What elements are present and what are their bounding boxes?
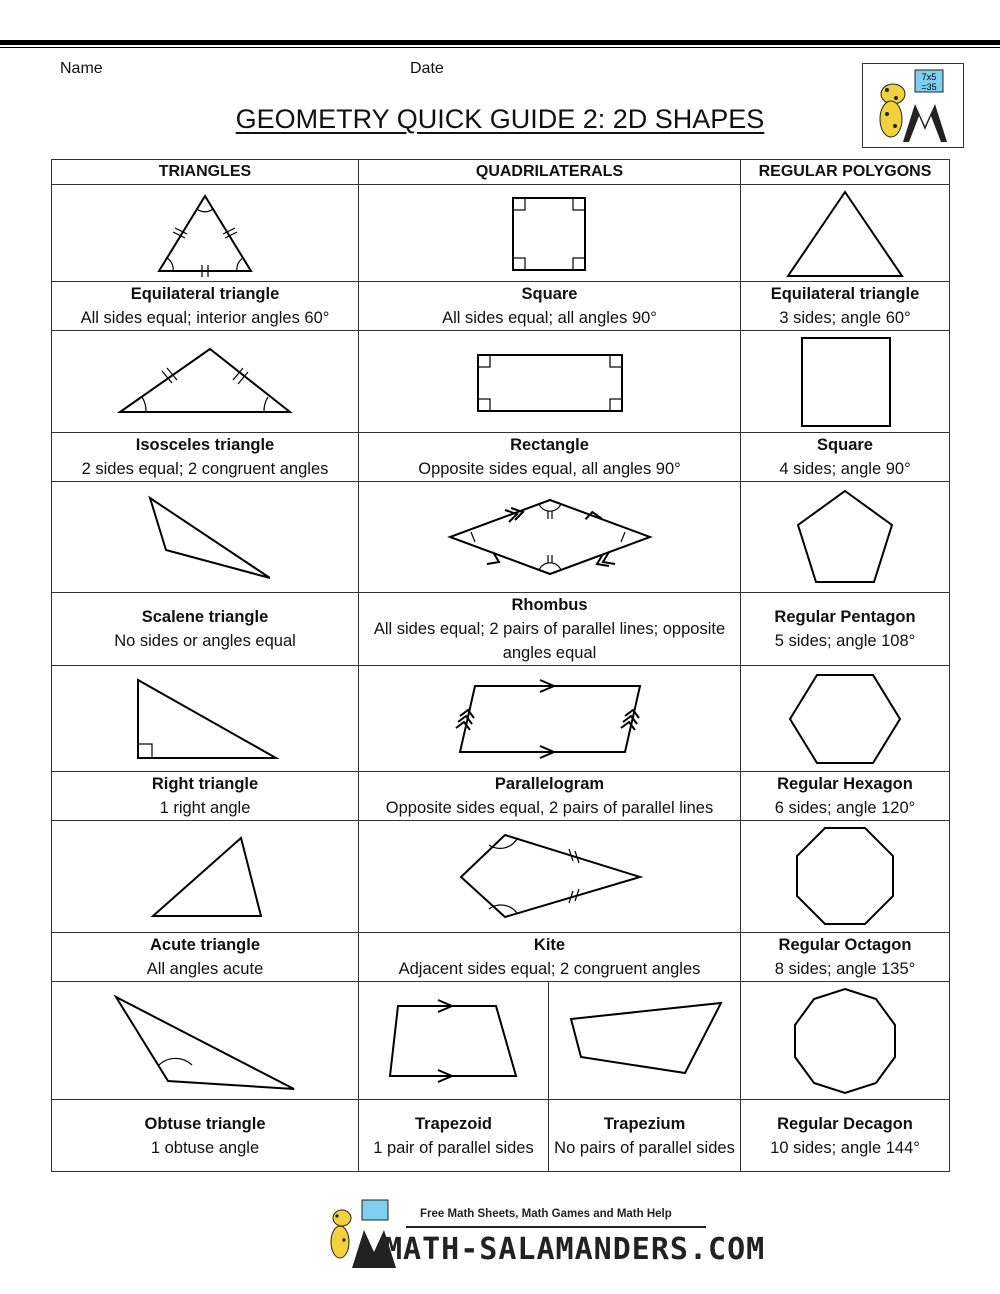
shape-obtuse-triangle [52, 982, 359, 1100]
label-obtuse-triangle: Obtuse triangle 1 obtuse angle [52, 1100, 359, 1172]
shape-rhombus [359, 482, 741, 593]
shape-regular-square [741, 331, 950, 433]
shape-square [359, 185, 741, 282]
shape-regular-octagon [741, 821, 950, 933]
shape-kite [359, 821, 741, 933]
logo-text-bottom: =35 [921, 82, 937, 92]
header-triangles: TRIANGLES [52, 160, 359, 185]
shape-regular-hexagon [741, 666, 950, 772]
top-rule-thin [0, 47, 1000, 48]
top-rule [0, 40, 1000, 45]
shape-regular-pentagon [741, 482, 950, 593]
shape-trapezoid [359, 982, 549, 1100]
label-regular-square: Square 4 sides; angle 90° [741, 433, 950, 482]
name-label: Name [60, 60, 103, 77]
label-trapezoid: Trapezoid 1 pair of parallel sides [359, 1100, 549, 1172]
shapes-table [51, 159, 950, 1172]
shape-rectangle [359, 331, 741, 433]
page-title: GEOMETRY QUICK GUIDE 2: 2D SHAPES [235, 104, 765, 134]
label-regular-octagon: Regular Octagon 8 sides; angle 135° [741, 933, 950, 982]
label-scalene-triangle: Scalene triangle No sides or angles equal [52, 593, 359, 666]
shape-equilateral-triangle [52, 185, 359, 282]
footer-tagline: Free Math Sheets, Math Games and Math Help [420, 1208, 672, 1220]
label-rhombus: Rhombus All sides equal; 2 pairs of parallel lines; opposite angles equal [359, 593, 741, 666]
label-trapezium: Trapezium No pairs of parallel sides [549, 1100, 741, 1172]
label-regular-decagon: Regular Decagon 10 sides; angle 144° [741, 1100, 950, 1172]
shape-trapezium [549, 982, 741, 1100]
footer-site[interactable]: MATH-SALAMANDERS.COM [384, 1232, 766, 1267]
label-rectangle: Rectangle Opposite sides equal, all angles 90° [359, 433, 741, 482]
label-regular-pentagon: Regular Pentagon 5 sides; angle 108° [741, 593, 950, 666]
shape-right-triangle [52, 666, 359, 772]
date-label: Date [410, 60, 444, 77]
header-regular-polygons: REGULAR POLYGONS [741, 160, 950, 185]
shape-regular-triangle [741, 185, 950, 282]
label-right-triangle: Right triangle 1 right angle [52, 772, 359, 821]
shape-parallelogram [359, 666, 741, 772]
shape-scalene-triangle [52, 482, 359, 593]
label-equilateral-triangle: Equilateral triangle All sides equal; interior angles 60° [52, 282, 359, 331]
label-kite: Kite Adjacent sides equal; 2 congruent angles [359, 933, 741, 982]
label-square: Square All sides equal; all angles 90° [359, 282, 741, 331]
footer-rule [406, 1226, 706, 1228]
label-parallelogram: Parallelogram Opposite sides equal, 2 pairs of parallel lines [359, 772, 741, 821]
label-regular-hexagon: Regular Hexagon 6 sides; angle 120° [741, 772, 950, 821]
shape-isosceles-triangle [52, 331, 359, 433]
shape-acute-triangle [52, 821, 359, 933]
salamander-logo [862, 63, 964, 148]
label-regular-triangle: Equilateral triangle 3 sides; angle 60° [741, 282, 950, 331]
label-isosceles-triangle: Isosceles triangle 2 sides equal; 2 congruent angles [52, 433, 359, 482]
header-quadrilaterals: QUADRILATERALS [359, 160, 741, 185]
label-acute-triangle: Acute triangle All angles acute [52, 933, 359, 982]
logo-text-top: 7x5 [921, 72, 937, 82]
shape-regular-decagon [741, 982, 950, 1100]
